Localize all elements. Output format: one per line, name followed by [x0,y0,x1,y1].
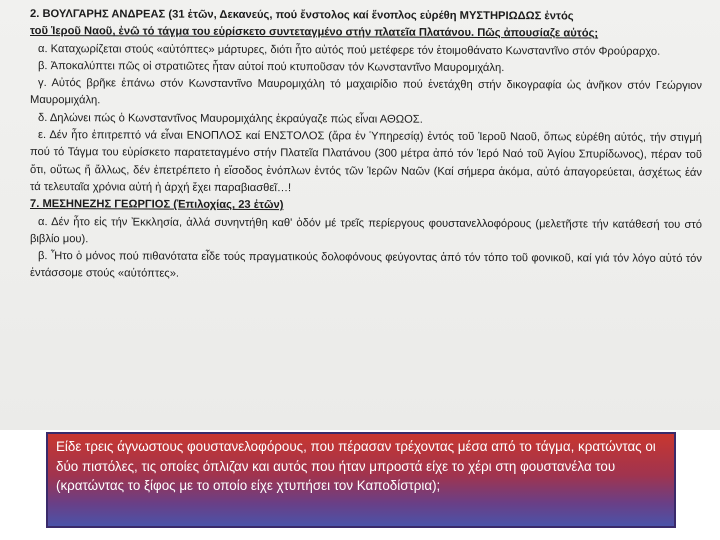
caption-text: Είδε τρεις άγνωστους φουστανελοφόρους, που πέρασαν τρέχοντας μέσα από το τάγμα, κρατώντας οι δύο πιστόλες, τις οποίες όπλιζαν και αυτός που ήταν μπροστά είχε το χέρι στη φουστανέλα του (κρατώντας το ξίφος με το οποίο είχε χτυπήσει τον Καποδίστρια); [56,439,656,494]
document-text [30,6,702,286]
paragraph-item-a: α. Καταχωρίζεται στούς «αὐτόπτες» μάρτυρες, διότι ἦτο αὐτός πού μετέφερε τόν ἑτοιμοθάνατο Κωνσταντῖνο στόν Φρούραρχο. [38,42,661,58]
heading-item-2-line1: 2. ΒΟΥΛΓΑΡΗΣ ΑΝΔΡΕΑΣ (31 ἐτῶν, Δεκανεύς, πού ἔνστολος καί ἔνοπλος εὑρέθη ΜΥΣΤΗΡΙΩΔΩΣ ἐντός [30,8,574,23]
paragraph-item-d: δ. Δηλώνει πώς ὁ Κωνσταντῖνος Μαυρομιχάλης ἐκραύγαζε πώς εἶναι ΑΘΩΟΣ. [38,111,423,126]
paragraph-item7-a: α. Δέν ἦτο εἰς τήν Ἐκκλησία, ἀλλά συνηντήθη καθ' ὁδόν μέ τρεῖς περίεργους φουστανελλοφόρους (μελετῆστε τήν κατάθεσή του στό βιβλίο μου). [30,215,702,246]
paragraph-item-g: γ. Αὐτός βρῆκε ἐπάνω στόν Κωνσταντῖνο Μαυρομιχάλη τό μαχαιρίδιο πού ἐνετάχθη στήν δικογραφία ὡς ἀνῆκον στόν Γεώργιον Μαυρομιχάλη. [30,77,702,107]
heading-item-7-text: 7. ΜΕΣΗΝΕΖΗΣ ΓΕΩΡΓΙΟΣ (Ἐπιλοχίας, 23 ἐτῶν) [30,198,284,212]
caption-box [46,432,676,528]
paragraph-item-e: ε. Δέν ἦτο ἐπιτρεπτό νά εἶναι ΕΝΟΠΛΟΣ καί ΕΝΣΤΟΛΟΣ (ἄρα ἐν Ὑπηρεσίᾳ) ἐντός τοῦ Ἱεροῦ Ναοῦ, ὅπως εὑρέθη αὐτός, τήν στιγμή πού τό Τάγμα του εὑρίσκετο παρατεταγμένο στήν Πλατεῖα Πλατάνου (300 μέτρα ἀπό τόν Ἱερό Ναό τοῦ Ἁγίου Σπυρίδωνος), πέραν τοῦ ὅτι, οὕτως ἤ ἄλλως, δέν ἐπετρέπετο ἡ εἴσοδος ἐνόπλων ἐντός τῶν Ἱερῶν Ναῶν (Καί σήμερα ἀκόμα, αὐτό ἀπαγορεύεται, ἀσχέτως ἐάν τά τελευταῖα χρόνια αὐτή ἡ ἀρχή ἔχει παραβιασθεῖ…! [30,129,702,195]
paragraph-item-b: β. Ἀποκαλύπτει πῶς οἱ στρατιῶτες ἦταν αὐτοί πού κτυποῦσαν τόν Κωνσταντῖνο Μαυρομιχάλη. [38,59,505,74]
paragraph-item7-b: β. Ἦτο ὁ μόνος πού πιθανότατα εἶδε τούς πραγματικούς δολοφόνους φεύγοντας ἀπό τόν τόπο τοῦ φονικοῦ, καί γιά τόν λόγο αὐτό τόν ἐντάσσομε στούς «αὐτόπτες». [30,250,702,281]
heading-item-2-line2: τοῦ Ἱεροῦ Ναοῦ, ἐνῶ τό τάγμα του εὑρίσκετο συντεταγμένο στήν πλατεῖα Πλατάνου. Πῶς ἀπουσίαζε αὐτός; [30,25,599,40]
